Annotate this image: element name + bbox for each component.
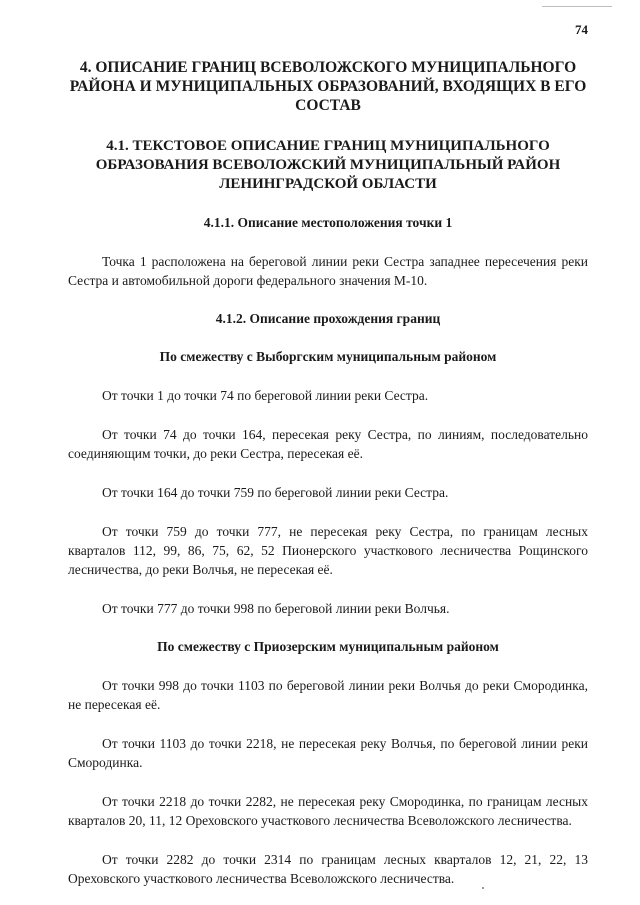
subheading-boundary-route: 4.1.2. Описание прохождения границ [215,311,441,326]
subheading-vyborg: По смежеству с Выборгским муниципальным районом [159,349,497,364]
paragraph: От точки 74 до точки 164, пересекая реку Сестра, по линиям, последовательно соединяющим точки, до реки Сестра, пересекая её. [68,427,588,461]
main-heading: 4. ОПИСАНИЕ ГРАНИЦ ВСЕВОЛОЖСКОГО МУНИЦИПАЛЬНОГО РАЙОНА И МУНИЦИПАЛЬНЫХ ОБРАЗОВАНИЙ, ВХОДЯЩИХ В ЕГО СОСТАВ [69,59,587,114]
paragraph: От точки 1 до точки 74 по береговой линии реки Сестра. [102,388,429,403]
scan-speck [482,887,484,889]
paragraph: От точки 998 до точки 1103 по береговой линии реки Волчья до реки Смородинка, не пересекая её. [68,678,588,712]
paragraph: От точки 1103 до точки 2218, не пересекая реку Волчья, по береговой линии реки Смородинка. [68,736,588,770]
document-page [68,58,588,888]
subheading-priozersk: По смежеству с Приозерским муниципальным районом [157,639,499,654]
paragraph: От точки 164 до точки 759 по береговой линии реки Сестра. [102,485,449,500]
scan-edge-line [542,6,612,7]
page-number: 74 [575,22,588,37]
paragraph: От точки 777 до точки 998 по береговой линии реки Волчья. [102,601,450,616]
paragraph: От точки 759 до точки 777, не пересекая реку Сестра, по границам лесных кварталов 112, 99, 86, 75, 62, 52 Пионерского участкового лесничества Рощинского лесничества, до реки Волчья, не пересекая её. [68,524,588,577]
paragraph-point-1: Точка 1 расположена на береговой линии реки Сестра западнее пересечения реки Сестра и автомобильной дороги федерального значения М-10. [68,254,588,288]
section-heading: 4.1. ТЕКСТОВОЕ ОПИСАНИЕ ГРАНИЦ МУНИЦИПАЛЬНОГО ОБРАЗОВАНИЯ ВСЕВОЛОЖСКИЙ МУНИЦИПАЛЬНЫЙ РАЙОН ЛЕНИНГРАДСКОЙ ОБЛАСТИ [95,138,561,192]
paragraph: От точки 2218 до точки 2282, не пересекая реку Смородинка, по границам лесных кварталов 20, 11, 12 Ореховского участкового лесничества Всеволожского лесничества. [68,794,588,828]
subheading-point-location: 4.1.1. Описание местоположения точки 1 [203,215,453,230]
paragraph: От точки 2282 до точки 2314 по границам лесных кварталов 12, 21, 22, 13 Ореховского участкового лесничества Всеволожского лесничества. [68,852,588,886]
